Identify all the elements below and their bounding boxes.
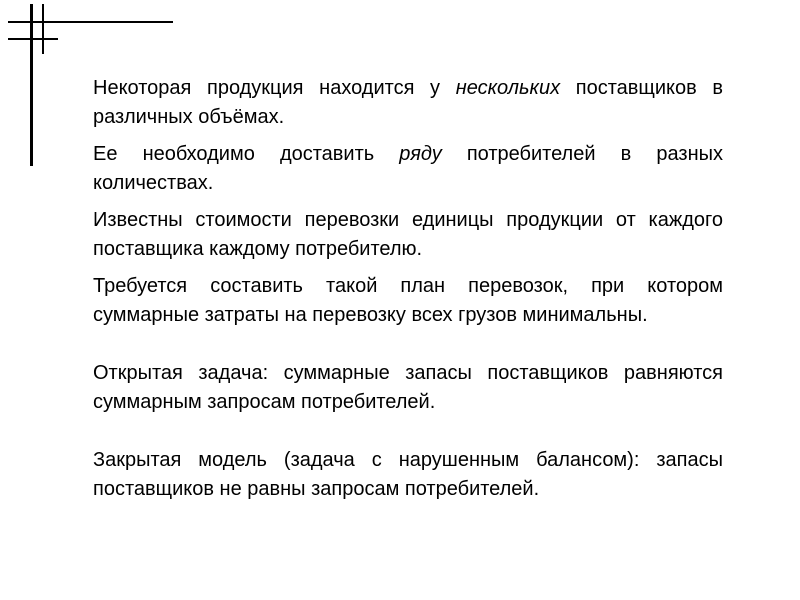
- slide-body: [93, 74, 723, 512]
- paragraph-requirement: Требуется составить такой план перевозок, при котором суммарные затраты на перевозку всех грузов минимальны.: [93, 275, 723, 326]
- decorative-vertical-line: [30, 4, 33, 166]
- decorative-horizontal-line-short: [8, 38, 58, 40]
- emphasis-text: ряду: [399, 143, 442, 165]
- paragraph-delivery: [93, 140, 723, 198]
- paragraph-text: Ее необходимо доставить: [93, 143, 400, 165]
- paragraph-text: поставщиков в различных объёмах.: [93, 77, 723, 128]
- paragraph-costs: Известны стоимости перевозки единицы продукции от каждого поставщика каждому потребителю.: [93, 209, 723, 260]
- paragraph-text: потребителей в разных количествах.: [93, 143, 723, 194]
- paragraph-open-problem: Открытая задача: суммарные запасы поставщиков равняются суммарным запросам потребителей.: [93, 362, 723, 413]
- paragraph-products: [93, 74, 723, 132]
- paragraph-text: Некоторая продукция находится у: [93, 77, 456, 99]
- emphasis-text: нескольких: [455, 77, 561, 99]
- decorative-horizontal-line: [8, 21, 173, 23]
- decorative-vertical-line-short: [42, 4, 44, 54]
- paragraph-closed-model: Закрытая модель (задача с нарушенным балансом): запасы поставщиков не равны запросам потребителей.: [93, 449, 723, 500]
